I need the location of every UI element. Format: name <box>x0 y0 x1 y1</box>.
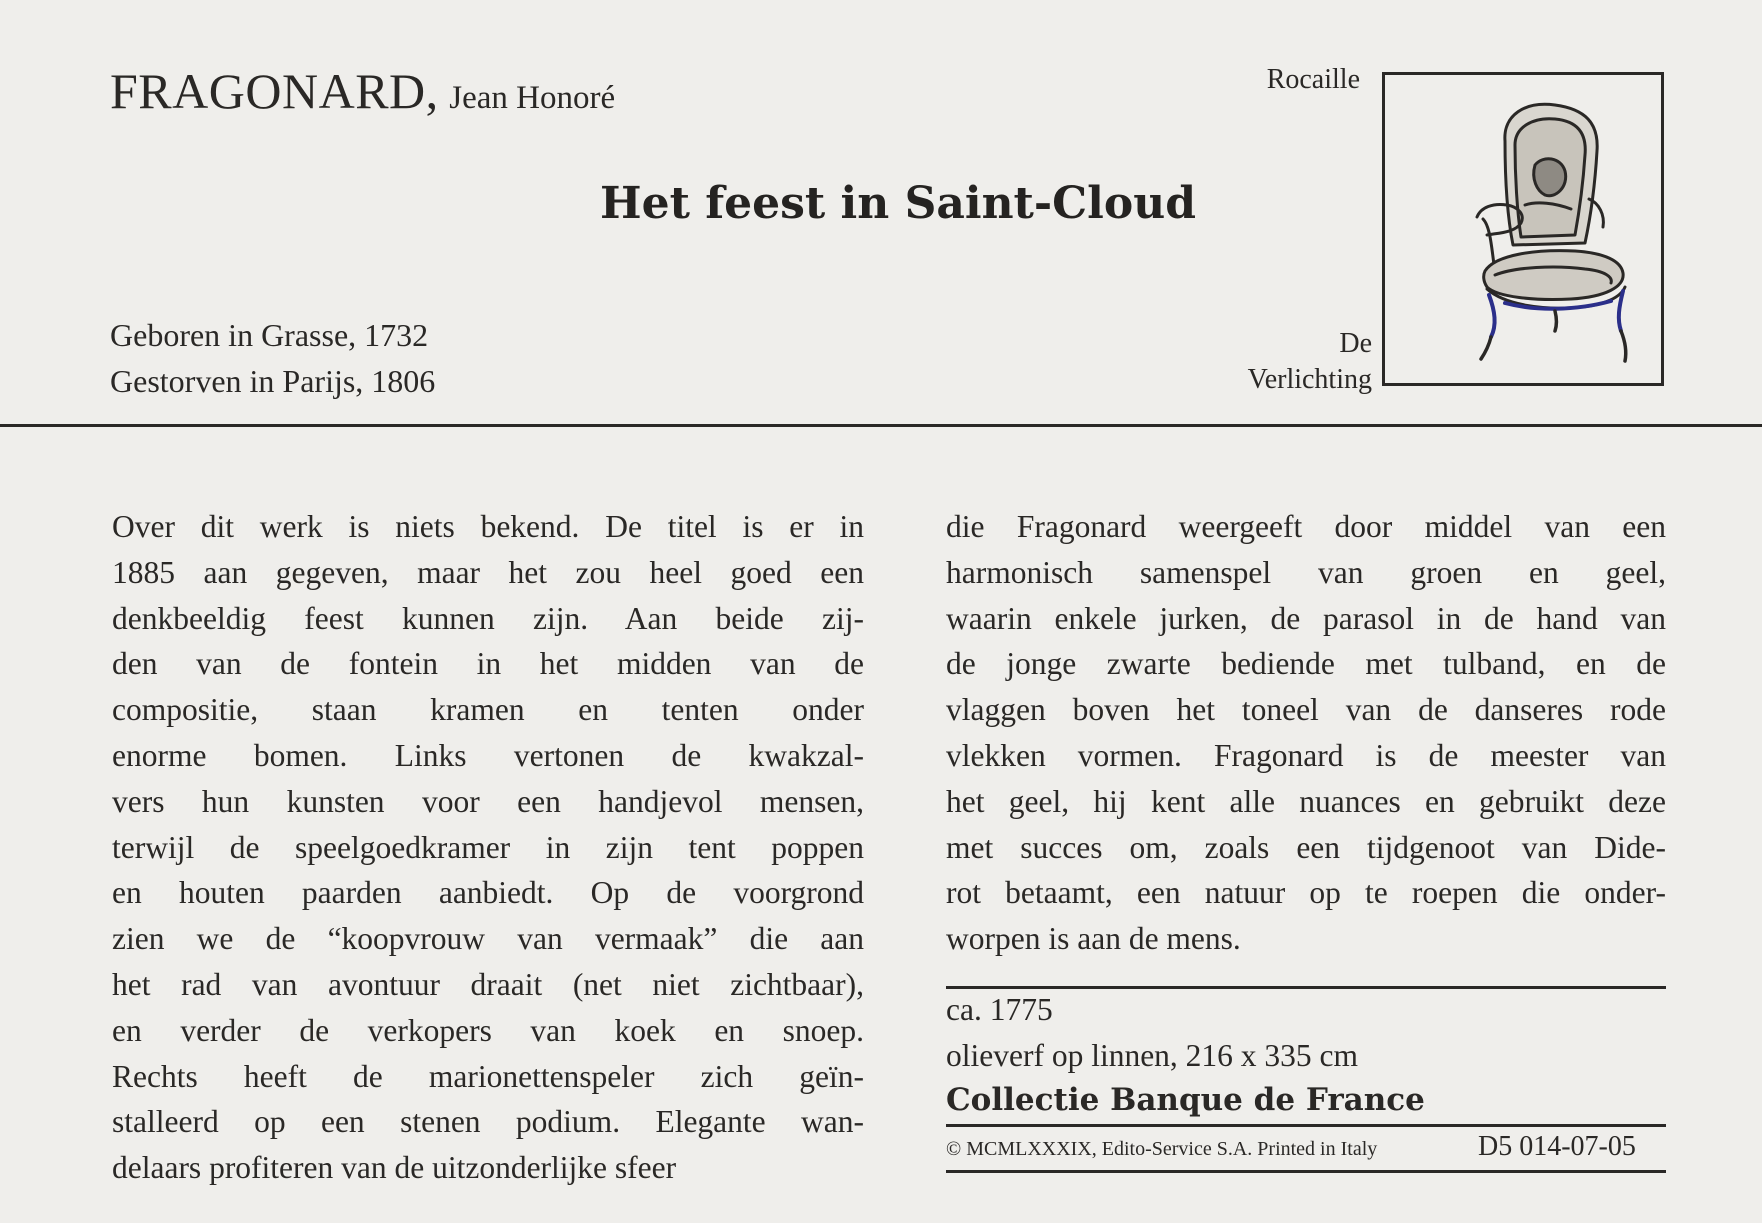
artist-name <box>110 62 615 120</box>
meta-rule-bottom <box>946 1170 1666 1173</box>
text-line: waarin enkele jurken, de parasol in de hand van <box>946 600 1666 636</box>
text-line: compositie, staan kramen en tenten onder <box>112 692 864 728</box>
artist-surname: FRAGONARD <box>110 63 426 119</box>
text-line: vlekken vormen. Fragonard is de meester van <box>946 737 1666 773</box>
copyright-notice: © MCMLXXXIX, Edito-Service S.A. Printed in Italy <box>946 1138 1378 1160</box>
text-line: die Fragonard weergeeft door middel van een <box>946 509 1666 544</box>
header-divider <box>0 424 1762 427</box>
artist-firstname: Jean Honoré <box>449 80 616 116</box>
died-line: Gestorven in Parijs, 1806 <box>110 363 436 399</box>
text-line: enorme bomen. Links vertonen de kwakzal- <box>112 737 864 773</box>
text-line: Over dit werk is niets bekend. De titel is er in <box>112 509 864 544</box>
artwork-date: ca. 1775 <box>946 992 1053 1027</box>
text-line: zien we de “koopvrouw van vermaak” die aan <box>112 921 864 957</box>
period-label-line2: Verlichting <box>1247 364 1372 395</box>
text-line: Rechts heeft de marionettenspeler zich geïn- <box>112 1058 864 1094</box>
text-line: denkbeeldig feest kunnen zijn. Aan beide zij- <box>112 600 864 636</box>
text-line: 1885 aan gegeven, maar het zou heel goed een <box>112 554 864 590</box>
meta-rule-top <box>946 986 1666 989</box>
text-line: het rad van avontuur draait (net niet zichtbaar), <box>112 966 864 1002</box>
period-label-verlichting <box>1150 326 1372 398</box>
artist-bio <box>110 312 435 404</box>
text-line: het geel, hij kent alle nuances en gebruikt deze <box>946 783 1666 819</box>
period-illustration-box <box>1382 72 1664 386</box>
artwork-medium: olieverf op linnen, 216 x 335 cm <box>946 1038 1359 1073</box>
born-line: Geboren in Grasse, 1732 <box>110 317 429 353</box>
text-line: en verder de verkopers van koek en snoep. <box>112 1012 864 1048</box>
text-line: den van de fontein in het midden van de <box>112 646 864 682</box>
text-line: worpen is aan de mens. <box>946 921 1241 957</box>
artwork-title: Het feest in Saint-Cloud <box>600 178 1196 229</box>
meta-rule-middle <box>946 1124 1666 1127</box>
text-line: stalleerd op een stenen podium. Elegante wan- <box>112 1104 864 1140</box>
description-left-column <box>112 504 864 1191</box>
rococo-armchair-icon <box>1385 75 1661 383</box>
artist-comma: , <box>425 63 439 119</box>
text-line: harmonisch samenspel van groen en geel, <box>946 554 1666 590</box>
artwork-collection: Collectie Banque de France <box>946 1082 1425 1118</box>
description-right-column <box>946 504 1666 962</box>
text-line: terwijl de speelgoedkramer in zijn tent poppen <box>112 829 864 865</box>
text-line: vlaggen boven het toneel van de danseres rode <box>946 692 1666 728</box>
text-line: de jonge zwarte bediende met tulband, en de <box>946 646 1666 682</box>
period-label-line1: De <box>1339 328 1372 359</box>
text-line: en houten paarden aanbiedt. Op de voorgrond <box>112 875 864 911</box>
text-line: vers hun kunsten voor een handjevol mensen, <box>112 783 864 819</box>
period-label-rocaille: Rocaille <box>1266 64 1360 95</box>
card-code: D5 014-07-05 <box>1478 1131 1636 1162</box>
text-line: delaars profiteren van de uitzonderlijke sfeer <box>112 1150 677 1186</box>
text-line: met succes om, zoals een tijdgenoot van Dide- <box>946 829 1666 865</box>
text-line: rot betaamt, een natuur op te roepen die onder- <box>946 875 1666 911</box>
